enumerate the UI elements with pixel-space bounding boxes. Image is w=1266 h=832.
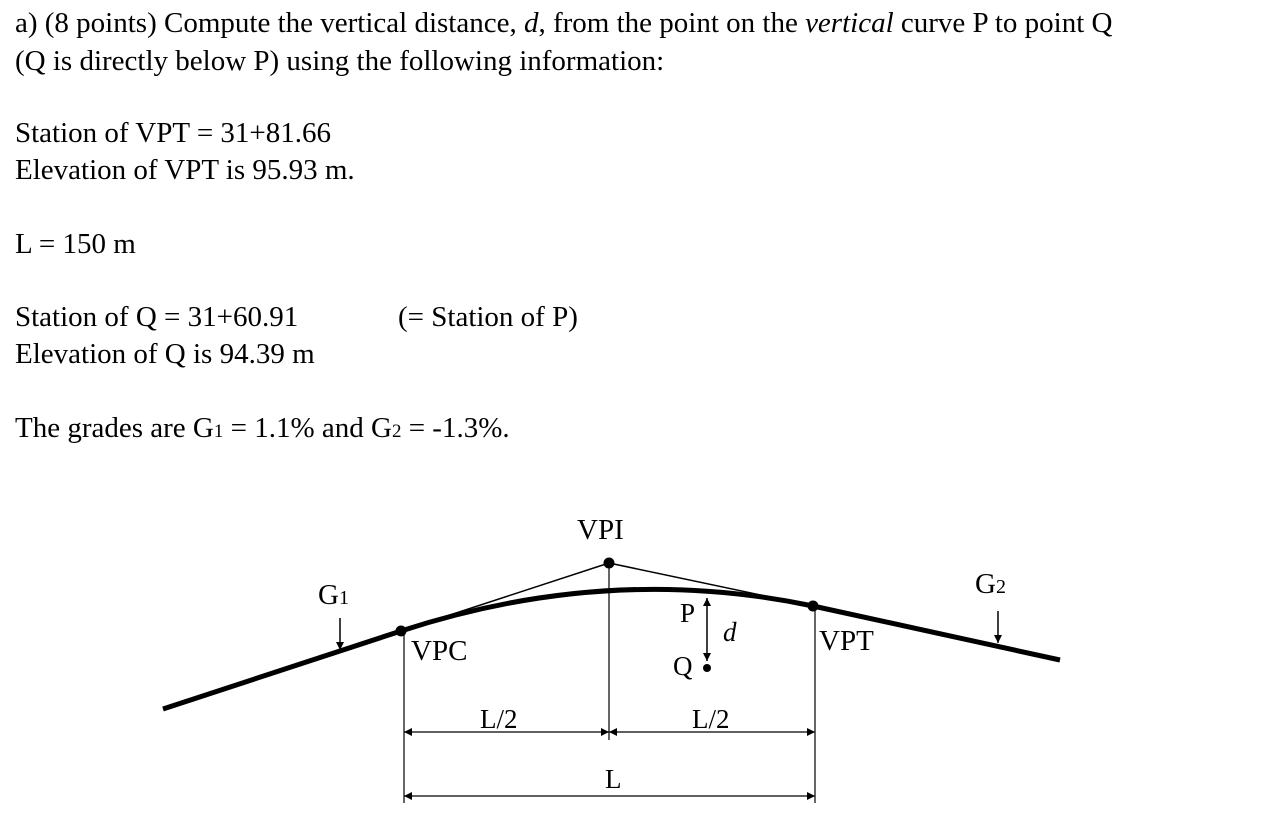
grades-g2-sub: 2 <box>391 421 402 442</box>
half-left-label: L/2 <box>480 704 518 734</box>
intro-variable-d: d <box>523 7 539 39</box>
vpi-point <box>604 558 615 569</box>
grades-lead: The grades are G <box>15 412 214 444</box>
vpt-station: Station of VPT = 31+81.66 <box>15 117 332 149</box>
q-station-note: (= Station of P) <box>398 301 578 333</box>
intro-emphasis: vertical <box>805 7 894 39</box>
g2-main: G <box>975 568 996 600</box>
g1-main: G <box>318 579 339 611</box>
p-label: P <box>680 598 696 628</box>
intro-mid: , from the point on the <box>538 7 806 39</box>
intro-lead: a) (8 points) Compute the vertical distance, <box>15 7 524 39</box>
grades-mid: = 1.1% and G <box>223 412 392 444</box>
g1-label <box>318 579 349 611</box>
vpt-label: VPT <box>819 625 874 657</box>
q-station: Station of Q = 31+60.91 <box>15 301 299 333</box>
grades-tail: = -1.3%. <box>401 412 510 444</box>
length-label: L <box>605 764 622 794</box>
g2-sub: 2 <box>995 576 1006 598</box>
vpc-label: VPC <box>411 635 468 667</box>
half-right-label: L/2 <box>692 704 730 734</box>
vpt-elevation: Elevation of VPT is 95.93 m. <box>15 154 355 186</box>
grades-g1-sub: 1 <box>213 421 224 442</box>
q-label: Q <box>673 651 693 681</box>
intro-tail: curve P to point Q <box>893 7 1113 39</box>
grade-g1-line <box>163 631 401 709</box>
vpc-point <box>396 626 407 637</box>
g2-label <box>975 568 1006 600</box>
g1-sub: 1 <box>338 587 349 609</box>
d-label: d <box>723 617 737 647</box>
q-elevation: Elevation of Q is 94.39 m <box>15 338 315 370</box>
vpi-label: VPI <box>577 514 624 546</box>
vpt-point <box>808 601 819 612</box>
curve-length: L = 150 m <box>15 228 136 260</box>
q-point <box>703 664 711 672</box>
problem-intro-line2: (Q is directly below P) using the following information: <box>15 45 665 77</box>
